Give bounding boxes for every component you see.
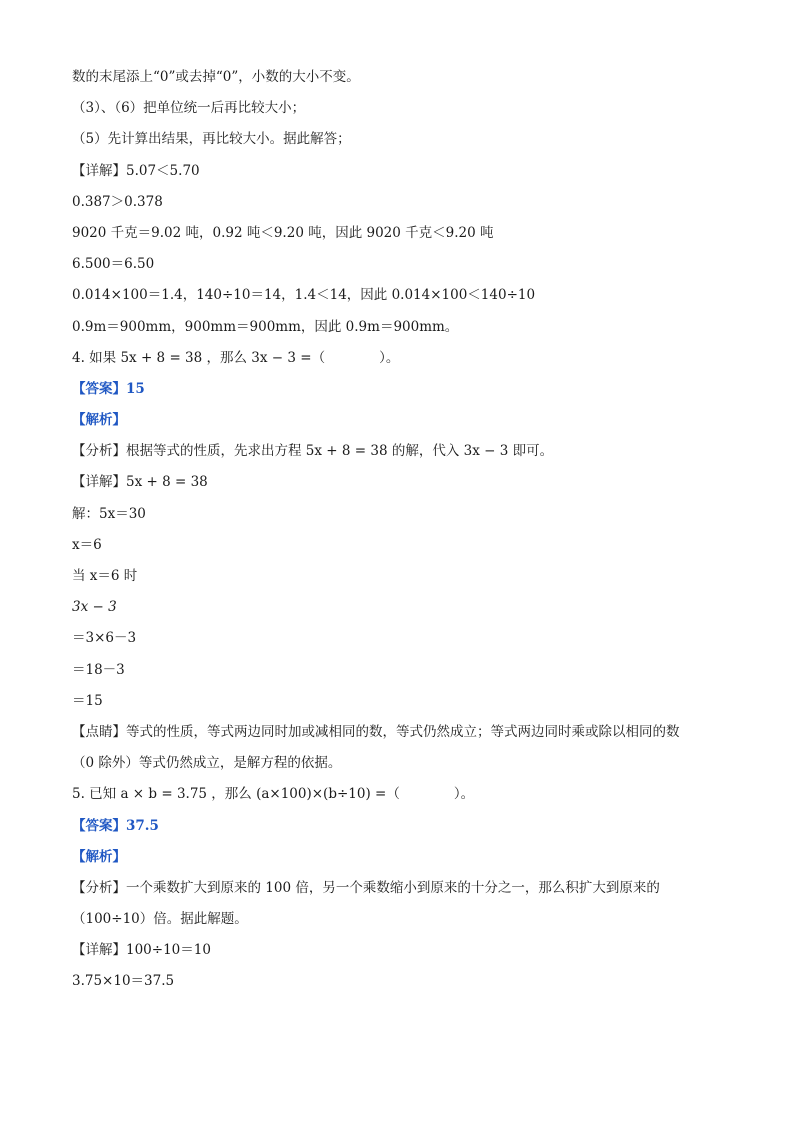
text-line: 9020 千克＝9.02 吨，0.92 吨＜9.20 吨，因此 9020 千克＜9.20 吨 xyxy=(72,224,494,241)
text-line: 解：5x＝30 xyxy=(72,505,146,522)
text-line: （100÷10）倍。据此解题。 xyxy=(72,911,248,928)
text-line: 当 x＝6 时 xyxy=(72,568,138,584)
text-line: 【点睛】等式的性质，等式两边同时加或减相同的数，等式仍然成立；等式两边同时乘或除以相同的数 xyxy=(72,723,680,740)
document-page xyxy=(72,62,732,998)
text-line: 【分析】根据等式的性质，先求出方程 5x + 8 = 38 的解，代入 3x − 3 即可。 xyxy=(72,443,554,460)
text-line: ＝18－3 xyxy=(72,661,125,678)
text-line: 6.500＝6.50 xyxy=(72,256,155,273)
text-line: 0.387＞0.378 xyxy=(72,193,163,210)
answer-label: 【答案】37.5 xyxy=(72,817,159,834)
text-line: 【分析】一个乘数扩大到原来的 100 倍，另一个乘数缩小到原来的十分之一，那么积扩大到原来的 xyxy=(72,879,660,896)
text-line: 0.9m＝900mm，900mm＝900mm，因此 0.9m＝900mm。 xyxy=(72,318,459,335)
text-line: （5）先计算出结果，再比较大小。据此解答； xyxy=(72,131,351,148)
question-4: 4. 如果 5x + 8 = 38 ，那么 3x − 3 =（ ）。 xyxy=(72,349,400,366)
answer-label: 【答案】15 xyxy=(72,380,145,397)
text-line: （3）、（6）把单位统一后再比较大小； xyxy=(72,100,306,117)
analysis-label: 【解析】 xyxy=(72,848,126,865)
analysis-label: 【解析】 xyxy=(72,412,126,429)
text-line: 【详解】5x + 8 = 38 xyxy=(72,474,208,491)
text-line: 数的末尾添上“0”或去掉“0”，小数的大小不变。 xyxy=(72,69,360,85)
text-line: ＝15 xyxy=(72,692,103,709)
text-line: 0.014×100＝1.4，140÷10＝14，1.4＜14，因此 0.014×100＜140÷10 xyxy=(72,287,536,304)
text-line: 【详解】100÷10＝10 xyxy=(72,942,211,959)
math-expression: 3x − 3 xyxy=(72,599,117,616)
text-line: 3.75×10＝37.5 xyxy=(72,973,175,990)
text-line: 【详解】5.07＜5.70 xyxy=(72,162,200,179)
text-line: ＝3×6－3 xyxy=(72,630,137,647)
text-line: （0 除外）等式仍然成立，是解方程的依据。 xyxy=(72,755,342,772)
question-5: 5. 已知 a × b = 3.75 ，那么 (a×100)×(b÷10) =（ ）。 xyxy=(72,786,475,803)
text-line: x＝6 xyxy=(72,536,102,553)
